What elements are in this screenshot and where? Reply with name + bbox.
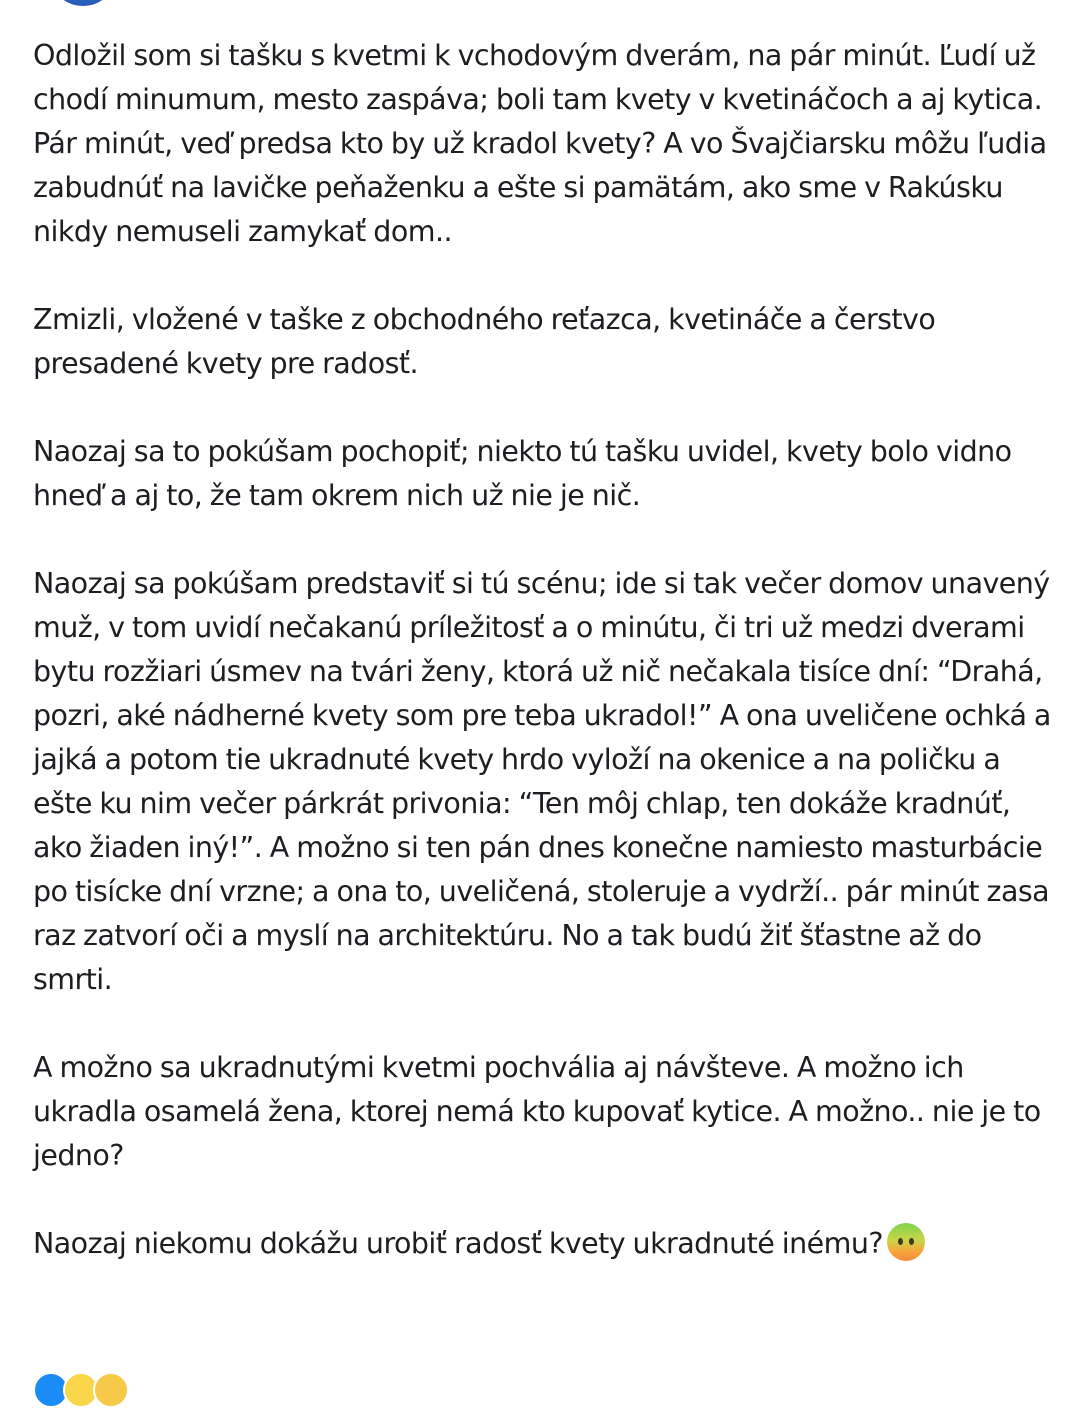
post-body bbox=[33, 34, 1063, 1266]
reaction-summary[interactable] bbox=[33, 1372, 123, 1402]
post-paragraph: A možno sa ukradnutými kvetmi pochvália aj návšteve. A možno ich ukradla osamelá žena, ktorej nemá kto kupovať kytice. A možno.. nie je to jedno? bbox=[33, 1051, 1041, 1172]
post-paragraph: Naozaj sa to pokúšam pochopiť; niekto tú tašku uvidel, kvety bolo vidno hneď a aj to, že tam okrem nich už nie je nič. bbox=[33, 435, 1012, 512]
post-paragraph-text: Naozaj niekomu dokážu urobiť radosť kvety ukradnuté inému? bbox=[33, 1227, 883, 1260]
care-icon bbox=[93, 1372, 129, 1408]
author-avatar[interactable] bbox=[56, 0, 110, 6]
post-paragraph: Zmizli, vložené v taške z obchodného reťazca, kvetináče a čerstvo presadené kvety pre radosť. bbox=[33, 303, 936, 380]
post-paragraph: Naozaj sa pokúšam predstaviť si tú scénu; ide si tak večer domov unavený muž, v tom uvidí nečakanú príležitosť a o minútu, či tri už medzi dverami bytu rozžiari úsmev na tvári ženy, ktorá už nič nečakala tisíce dní: “Drahá, pozri, aké nádherné kvety som pre teba ukradol!” A ona uveličene ochká a jajká a potom tie ukradnuté kvety hrdo vyloží na okenice a na poličku a ešte ku nim večer párkrát privonia: “Ten môj chlap, ten dokáže kradnúť, ako žiaden iný!”. A možno si ten pán dnes konečne namiesto masturbácie po tisícke dní vrzne; a ona to, uveličená, stoleruje a vydrží.. pár minút zasa raz zatvorí oči a myslí na architektúru. No a tak budú žiť šťastne až do smrti. bbox=[33, 567, 1051, 996]
nauseated-face-icon bbox=[887, 1223, 925, 1261]
post-paragraph-last bbox=[33, 1222, 1063, 1266]
post-paragraph: Odložil som si tašku s kvetmi k vchodovým dverám, na pár minút. Ľudí už chodí minumum, mesto zaspáva; boli tam kvety v kvetináčoch a aj kytica. Pár minút, veď predsa kto by už kradol kvety? A vo Švajčiarsku môžu ľudia zabudnúť na lavičke peňaženku a ešte si pamätám, ako sme v Rakúsku nikdy nemuseli zamykať dom.. bbox=[33, 39, 1047, 248]
